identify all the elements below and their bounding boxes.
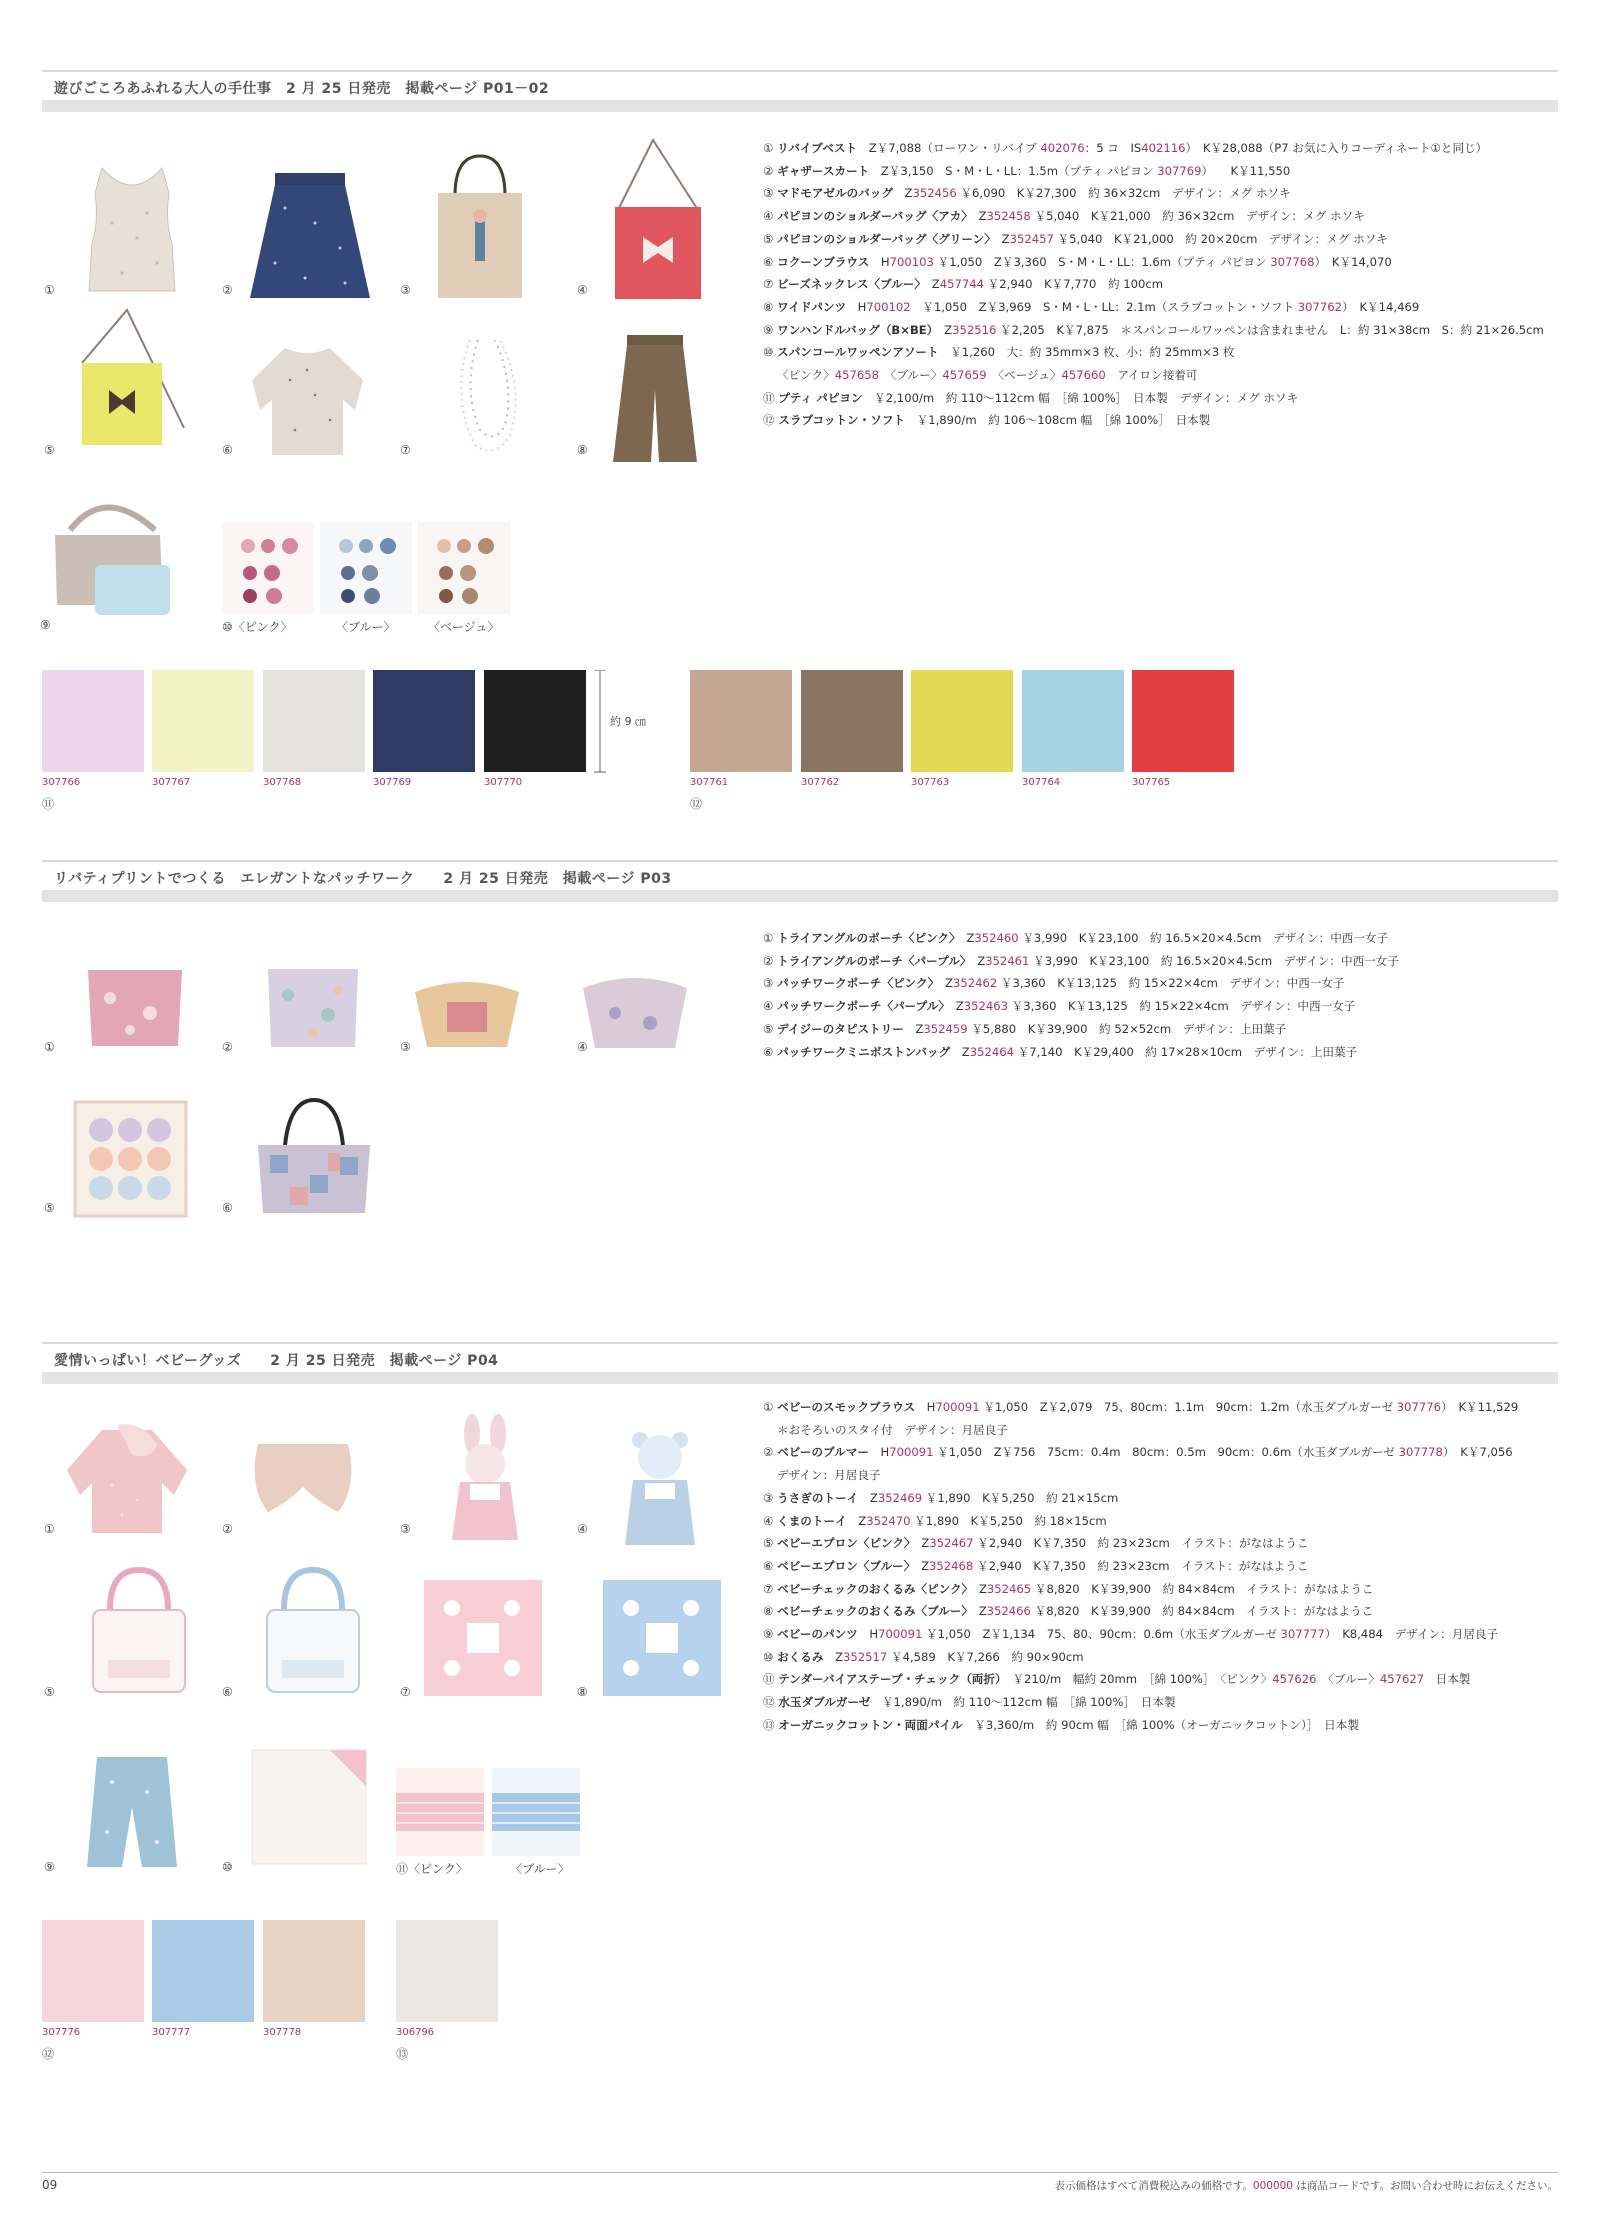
product-info-list: [763, 1396, 1518, 1737]
photo-bloomers: [248, 1432, 358, 1522]
product-detail: Z: [967, 1604, 987, 1619]
product-name: ベビーエプロン〈ピンク〉: [777, 1536, 910, 1551]
product-detail: ￥3,360 K￥13,125 約 15×22×4cm デザイン：中西一女子: [1007, 999, 1356, 1014]
product-detail: Z: [909, 1558, 930, 1573]
product-detail: ￥1,050 Z￥2,079 75、80cm：1.1m 90cm：1.2m（水玉ダブルガーゼ: [979, 1400, 1397, 1414]
fabric-code: 307761: [690, 777, 729, 788]
product-code: 402076: [1040, 141, 1085, 155]
product-name: ベビーのスモックブラウス: [777, 1400, 916, 1414]
product-detail: ￥4,589 K￥7,266 約 90×90cm: [887, 1649, 1084, 1664]
photo-label: ⑪〈ピンク〉: [396, 1862, 468, 1876]
photo-bib-pink: [88, 1565, 190, 1695]
product-detail: Z: [933, 976, 953, 991]
product-code: 352516: [952, 322, 997, 337]
photo-label: ③: [400, 283, 411, 297]
photo-swaddle-blue: [601, 1578, 723, 1698]
item-number: ⑪: [763, 1672, 775, 1687]
product-detail: H: [915, 1400, 936, 1414]
product-detail: Z: [823, 1649, 844, 1664]
item-number: ②: [763, 953, 774, 968]
product-detail: Z: [967, 1581, 987, 1596]
photo-label: ⑤: [44, 1201, 55, 1215]
product-code: 352467: [929, 1536, 974, 1551]
product-detail: 〈ブルー〉: [879, 368, 943, 383]
photo-label: ①: [44, 1040, 55, 1054]
footer-note: [1054, 2178, 1558, 2193]
item-number: ⑨: [763, 322, 774, 337]
photo-bib-blue: [262, 1565, 364, 1695]
product-detail: ￥2,940 K￥7,350 約 23×23cm イラスト：がなはようこ: [973, 1536, 1309, 1551]
product-detail: 〈ブルー〉: [1316, 1672, 1380, 1687]
product-detail: H: [846, 299, 867, 314]
product-detail: Z: [932, 322, 953, 337]
product-detail: Z: [967, 209, 987, 224]
fabric-code: 307778: [263, 2027, 302, 2038]
product-code: 457626: [1272, 1672, 1317, 1687]
product-name: パピヨンのショルダーバッグ〈グリーン〉: [777, 231, 991, 246]
product-code: 700091: [935, 1400, 980, 1414]
product-detail: アイロン接着可: [1105, 368, 1198, 383]
item-number: ③: [763, 976, 774, 991]
product-name: パッチワークポーチ〈ピンク〉: [777, 976, 934, 991]
footer-note-text: は商品コードです。お問い合わせ時にお伝えください。: [1293, 2180, 1558, 2192]
product-detail: ） K￥11,529: [1441, 1400, 1519, 1414]
product-name: コクーンブラウス: [777, 254, 870, 269]
product-detail: Z: [990, 231, 1010, 246]
product-detail: Z: [920, 277, 940, 292]
product-name: 水玉ダブルガーゼ: [778, 1695, 871, 1710]
product-detail: ￥8,820 K￥39,900 約 84×84cm イラスト：がなはようこ: [1030, 1604, 1374, 1619]
header-rule: [42, 1342, 1558, 1344]
product-info-subline: [763, 1419, 1518, 1442]
product-code: 700102: [866, 299, 911, 314]
product-info-line: [763, 1623, 1518, 1646]
photo-label: ⑤: [44, 443, 55, 457]
product-info-line: [763, 1714, 1518, 1737]
product-detail: ￥5,040 K￥21,000 約 20×20cm デザイン：メグ ホソキ: [1053, 231, 1388, 246]
product-detail: Z: [858, 1490, 878, 1505]
product-detail: ＊おそろいのスタイ付 デザイン：月居良子: [777, 1422, 1008, 1437]
product-detail: 〈ピンク〉: [777, 368, 835, 383]
product-code: 352464: [969, 1044, 1015, 1059]
product-code: 700091: [878, 1627, 923, 1642]
product-code: 457660: [1061, 368, 1106, 383]
product-detail: Z: [950, 1044, 970, 1059]
fabric-swatch: [263, 1920, 365, 2022]
photo-label: ⑦: [400, 443, 411, 457]
swatch-group-label: ⑪: [42, 797, 55, 811]
photo-label: ⑥: [222, 1685, 233, 1699]
product-code: 352461: [985, 953, 1030, 968]
photo-smock-blouse: [62, 1415, 192, 1537]
section-header: [42, 1342, 1558, 1386]
fabric-code: 307766: [42, 777, 81, 788]
product-code: 352460: [974, 931, 1019, 945]
item-number: ④: [763, 999, 774, 1014]
product-info-line: [763, 1441, 1518, 1464]
product-name: パピヨンのショルダーバッグ〈アカ〉: [777, 209, 967, 224]
photo-swaddle-towel: [250, 1748, 368, 1866]
photo-label: ⑥: [222, 1201, 233, 1215]
product-detail: ￥210/m 幅約 20mm ［綿 100%］ 〈ピンク〉: [1000, 1672, 1273, 1687]
photo-label: ①: [44, 1522, 55, 1536]
fabric-code: 307762: [801, 777, 840, 788]
fabric-swatch: [42, 1920, 144, 2022]
product-code: 352468: [929, 1558, 974, 1573]
product-detail: H: [868, 1445, 890, 1460]
photo-label: ⑦: [400, 1685, 411, 1699]
product-code: 307762: [1297, 299, 1343, 314]
fabric-code: 307764: [1022, 777, 1061, 788]
product-detail: ） K￥7,056: [1442, 1445, 1513, 1460]
product-name: ベビーチェックのおくるみ〈ピンク〉: [777, 1581, 968, 1596]
product-detail: ￥1,260 大：約 35mm×3 枚、小：約 25mm×3 枚: [938, 345, 1235, 360]
product-name: トライアングルのポーチ〈パープル〉: [777, 953, 966, 968]
photo-label: ⑧: [577, 1685, 588, 1699]
fabric-swatch: [152, 1920, 254, 2022]
product-code: 307768: [1270, 254, 1315, 269]
item-number: ⑧: [763, 299, 774, 314]
photo-bias-tape-pink: [396, 1768, 484, 1856]
product-name: スパンコールワッペンアソート: [777, 345, 939, 360]
fabric-code: 306796: [396, 2027, 435, 2038]
item-number: ⑦: [763, 1581, 774, 1596]
product-name: ビーズネックレス〈ブルー〉: [777, 277, 921, 292]
product-code: 352469: [877, 1490, 923, 1505]
photo-label: ⑤: [44, 1685, 55, 1699]
photo-label: ⑩: [222, 1860, 233, 1874]
product-info-line: [763, 1600, 1518, 1623]
product-detail: ￥1,890/m 約 110～112cm 幅 ［綿 100%］ 日本製: [870, 1695, 1176, 1710]
product-code: 352456: [912, 186, 957, 201]
item-number: ⑬: [763, 1717, 775, 1732]
product-detail: ￥1,890 K￥5,250 約 21×15cm: [922, 1490, 1119, 1505]
product-name: ギャザースカート: [777, 163, 870, 178]
photo-label: ⑥: [222, 443, 233, 457]
product-detail: Z￥7,088（ローワン・リバイブ: [857, 141, 1041, 155]
product-info-line: [763, 1555, 1518, 1578]
footer-rule: [42, 2172, 1558, 2173]
product-detail: Z: [903, 1021, 924, 1036]
product-detail: ￥8,820 K￥39,900 約 84×84cm イラスト：がなはようこ: [1031, 1581, 1374, 1596]
product-code: 457658: [834, 368, 880, 383]
product-name: ベビーのパンツ: [777, 1627, 858, 1642]
swatch-group-label: ⑬: [396, 2047, 409, 2061]
fabric-code: 307763: [911, 777, 950, 788]
product-name: スラブコットン・ソフト: [778, 413, 906, 428]
photo-bias-tape-blue: [492, 1768, 580, 1856]
product-code: 352457: [1009, 231, 1054, 246]
product-code: 352466: [986, 1604, 1031, 1619]
photo-label: ②: [222, 1040, 233, 1054]
item-number: ⑫: [763, 413, 775, 428]
product-detail: デザイン：月居良子: [777, 1468, 881, 1483]
product-code: 402116: [1141, 141, 1186, 155]
photo-swaddle-pink: [422, 1578, 544, 1698]
product-detail: ） K￥14,469: [1342, 299, 1420, 314]
photo-label: ②: [222, 283, 233, 297]
photo-label: ②: [222, 1522, 233, 1536]
item-number: ⑪: [763, 390, 775, 405]
item-number: ②: [763, 1445, 774, 1460]
product-name: パッチワークポーチ〈パープル〉: [777, 999, 945, 1014]
product-name: プティ パピヨン: [778, 390, 863, 405]
product-name: おくるみ: [777, 1649, 824, 1664]
product-detail: ￥3,990 K￥23,100 約 16.5×20×4.5cm デザイン：中西一女子: [1029, 953, 1399, 968]
item-number: ⑥: [763, 1044, 774, 1059]
product-detail: Z: [846, 1513, 867, 1528]
photo-label: 〈ブルー〉: [336, 620, 396, 634]
photo-label: 〈ブルー〉: [510, 1862, 570, 1876]
photo-label: ④: [577, 1040, 588, 1054]
product-detail: Z: [909, 1536, 930, 1551]
product-info-line: [763, 1578, 1518, 1601]
product-name: ベビーのブルマー: [777, 1445, 869, 1460]
product-detail: ） K￥14,070: [1314, 254, 1392, 269]
photo-bear-toy: [615, 1425, 705, 1550]
product-detail: Z￥3,150 S・M・L・LL：1.5m（プティ パピヨン: [869, 163, 1158, 178]
item-number: ①: [763, 141, 774, 155]
footer-note-text: 表示価格はすべて消費税込みの価格です。: [1054, 2180, 1253, 2192]
product-code: 457627: [1379, 1672, 1425, 1687]
product-detail: ￥1,050 Z￥3,969 S・M・L・LL：2.1m（スラブコットン・ソフト: [910, 299, 1298, 314]
fabric-swatch: [396, 1920, 498, 2022]
product-detail: ￥3,360 K￥13,125 約 15×22×4cm デザイン：中西一女子: [997, 976, 1345, 991]
fabric-code: 307777: [152, 2027, 191, 2038]
product-name: テンダーバイアステープ・チェック（両折）: [778, 1672, 1001, 1687]
product-detail: ） K8,484 デザイン：月居良子: [1324, 1627, 1499, 1642]
item-number: ⑤: [763, 231, 774, 246]
item-number: ⑧: [763, 1604, 774, 1619]
product-detail: Z: [892, 186, 913, 201]
product-info-line: [763, 1487, 1518, 1510]
product-name: トライアングルのポーチ〈ピンク〉: [777, 931, 955, 945]
product-name: デイジーのタピストリー: [777, 1021, 904, 1036]
product-detail: ￥3,360/m 約 90cm 幅 ［綿 100%（オーガニックコットン）］ 日本製: [962, 1717, 1359, 1732]
product-name: パッチワークミニボストンバッグ: [777, 1044, 951, 1059]
photo-label: ③: [400, 1522, 411, 1536]
item-number: ⑨: [763, 1627, 774, 1642]
photo-baby-pants: [82, 1752, 182, 1874]
product-detail: ￥6,090 K￥27,300 約 36×32cm デザイン：メグ ホソキ: [956, 186, 1291, 201]
product-detail: H: [857, 1627, 879, 1642]
item-number: ⑦: [763, 277, 774, 292]
section-title: リバティプリントでつくる エレガントなパッチワーク 2 月 25 日発売 掲載ページ P03: [54, 871, 672, 887]
header-band: [42, 1372, 1558, 1384]
product-name: ベビーチェックのおくるみ〈ブルー〉: [777, 1604, 968, 1619]
footer-note-code: 000000: [1252, 2180, 1293, 2192]
product-code: 352463: [963, 999, 1008, 1014]
photo-label: 〈ベージュ〉: [428, 620, 500, 634]
size-label: 約 9 ㎝: [610, 715, 646, 728]
product-info-line: [763, 1532, 1518, 1555]
product-detail: ￥5,040 K￥21,000 約 36×32cm デザイン：メグ ホソキ: [1030, 209, 1365, 224]
fabric-code: 307769: [373, 777, 412, 788]
item-number: ⑥: [763, 1558, 774, 1573]
item-number: ⑩: [763, 345, 774, 360]
photo-label: ⑧: [577, 443, 588, 457]
product-code: 307776: [1396, 1400, 1442, 1414]
product-code: 700091: [889, 1445, 934, 1460]
product-detail: 〈ベージュ〉: [986, 368, 1062, 383]
product-code: 352458: [986, 209, 1031, 224]
product-detail: ￥2,940 K￥7,770 約 100cm: [983, 277, 1164, 292]
product-name: ベビーエプロン〈ブルー〉: [777, 1558, 910, 1573]
photo-label: ③: [400, 1040, 411, 1054]
item-number: ②: [763, 163, 774, 178]
product-info-line: [763, 1646, 1518, 1669]
product-detail: ） K￥28,088（P7 お気に入りコーディネート①と同じ）: [1185, 141, 1488, 155]
product-detail: ￥5,880 K￥39,900 約 52×52cm デザイン：上田葉子: [967, 1021, 1287, 1036]
product-detail: ￥3,990 K￥23,100 約 16.5×20×4.5cm デザイン：中西一女子: [1018, 931, 1389, 945]
photo-rabbit-toy: [440, 1412, 530, 1547]
product-detail: ￥1,050 Z￥756 75cm：0.4m 80cm：0.5m 90cm：0.6m（水玉ダブルガーゼ: [933, 1445, 1399, 1460]
product-info-line: [763, 1691, 1518, 1714]
product-code: 307769: [1157, 163, 1202, 178]
product-detail: ￥1,890 K￥5,250 約 18×15cm: [910, 1513, 1107, 1528]
product-detail: ￥1,890/m 約 106～108cm 幅 ［綿 100%］ 日本製: [905, 413, 1211, 428]
product-detail: Z: [954, 931, 975, 945]
product-info-line: [763, 1396, 1518, 1419]
product-detail: Z: [944, 999, 964, 1014]
item-number: ④: [763, 209, 774, 224]
photo-label: ④: [577, 283, 588, 297]
swatch-group-label: ⑫: [690, 797, 703, 811]
product-detail: ￥2,100/m 約 110～112cm 幅 ［綿 100%］ 日本製 デザイン：メグ ホソキ: [862, 390, 1299, 405]
product-code: 352470: [866, 1513, 911, 1528]
item-number: ⑥: [763, 254, 774, 269]
product-info-subline: [763, 1464, 1518, 1487]
item-number: ④: [763, 1513, 774, 1528]
item-number: ⑤: [763, 1021, 774, 1036]
item-number: ⑤: [763, 1536, 774, 1551]
product-detail: ￥2,940 K￥7,350 約 23×23cm イラスト：がなはようこ: [973, 1558, 1309, 1573]
photo-label: ④: [577, 1522, 588, 1536]
fabric-code: 307768: [263, 777, 302, 788]
product-info-line: [763, 1510, 1518, 1533]
product-detail: 日本製: [1424, 1672, 1471, 1687]
product-detail: ￥7,140 K￥29,400 約 17×28×10cm デザイン：上田葉子: [1014, 1044, 1358, 1059]
product-name: マドモアゼルのバッグ: [777, 186, 893, 201]
item-number: ①: [763, 1400, 774, 1414]
product-name: くまのトーイ: [777, 1513, 847, 1528]
product-name: ワンハンドルバッグ（B×BE）: [777, 322, 933, 337]
product-detail: ：5 コ IS: [1084, 141, 1142, 155]
item-number: ③: [763, 186, 774, 201]
fabric-code: 307765: [1132, 777, 1171, 788]
fabric-code: 307770: [484, 777, 523, 788]
product-code: 352465: [986, 1581, 1032, 1596]
product-name: リバイブベスト: [777, 141, 858, 155]
section-title: 愛情いっぱい！ベビーグッズ 2 月 25 日発売 掲載ページ P04: [54, 1353, 499, 1369]
product-name: ワイドパンツ: [777, 299, 847, 314]
swatch-group-label: ⑫: [42, 2047, 55, 2061]
item-number: ⑫: [763, 1695, 775, 1710]
product-name: うさぎのトーイ: [777, 1490, 859, 1505]
fabric-code: 307776: [42, 2027, 81, 2038]
product-detail: Z: [965, 953, 986, 968]
photo-label: ⑨: [40, 618, 51, 632]
item-number: ③: [763, 1490, 774, 1505]
product-detail: ￥2,205 K￥7,875 ＊スパンコールワッペンは含まれません L：約 31×38cm S：約 21×26.5cm: [996, 322, 1544, 337]
item-number: ①: [763, 931, 774, 945]
product-code: 700103: [889, 254, 934, 269]
page-number: 09: [42, 2178, 58, 2192]
photo-label: ⑨: [44, 1860, 55, 1874]
product-detail: ￥1,050 Z￥3,360 S・M・L・LL：1.6m（プティ パピヨン: [933, 254, 1271, 269]
fabric-code: 307767: [152, 777, 191, 788]
photo-label: ⑩〈ピンク〉: [222, 620, 293, 634]
product-code: 457659: [942, 368, 987, 383]
product-detail: ￥1,050 Z￥1,134 75、80、90cm：0.6m（水玉ダブルガーゼ: [922, 1627, 1281, 1642]
item-number: ⑩: [763, 1649, 774, 1664]
section-title: 遊びごころあふれる大人の手仕事 2 月 25 日発売 掲載ページ P01－02: [54, 81, 550, 97]
product-detail: H: [869, 254, 890, 269]
product-code: 307777: [1280, 1627, 1325, 1642]
product-code: 307778: [1398, 1445, 1443, 1460]
product-code: 352462: [952, 976, 998, 991]
product-code: 457744: [939, 277, 984, 292]
product-code: 352517: [843, 1649, 888, 1664]
product-name: オーガニックコットン・両面パイル: [778, 1717, 963, 1732]
product-code: 352459: [923, 1021, 968, 1036]
product-info-line: [763, 1668, 1518, 1691]
product-detail: ） K￥11,550: [1201, 163, 1291, 178]
photo-label: ①: [44, 283, 55, 297]
